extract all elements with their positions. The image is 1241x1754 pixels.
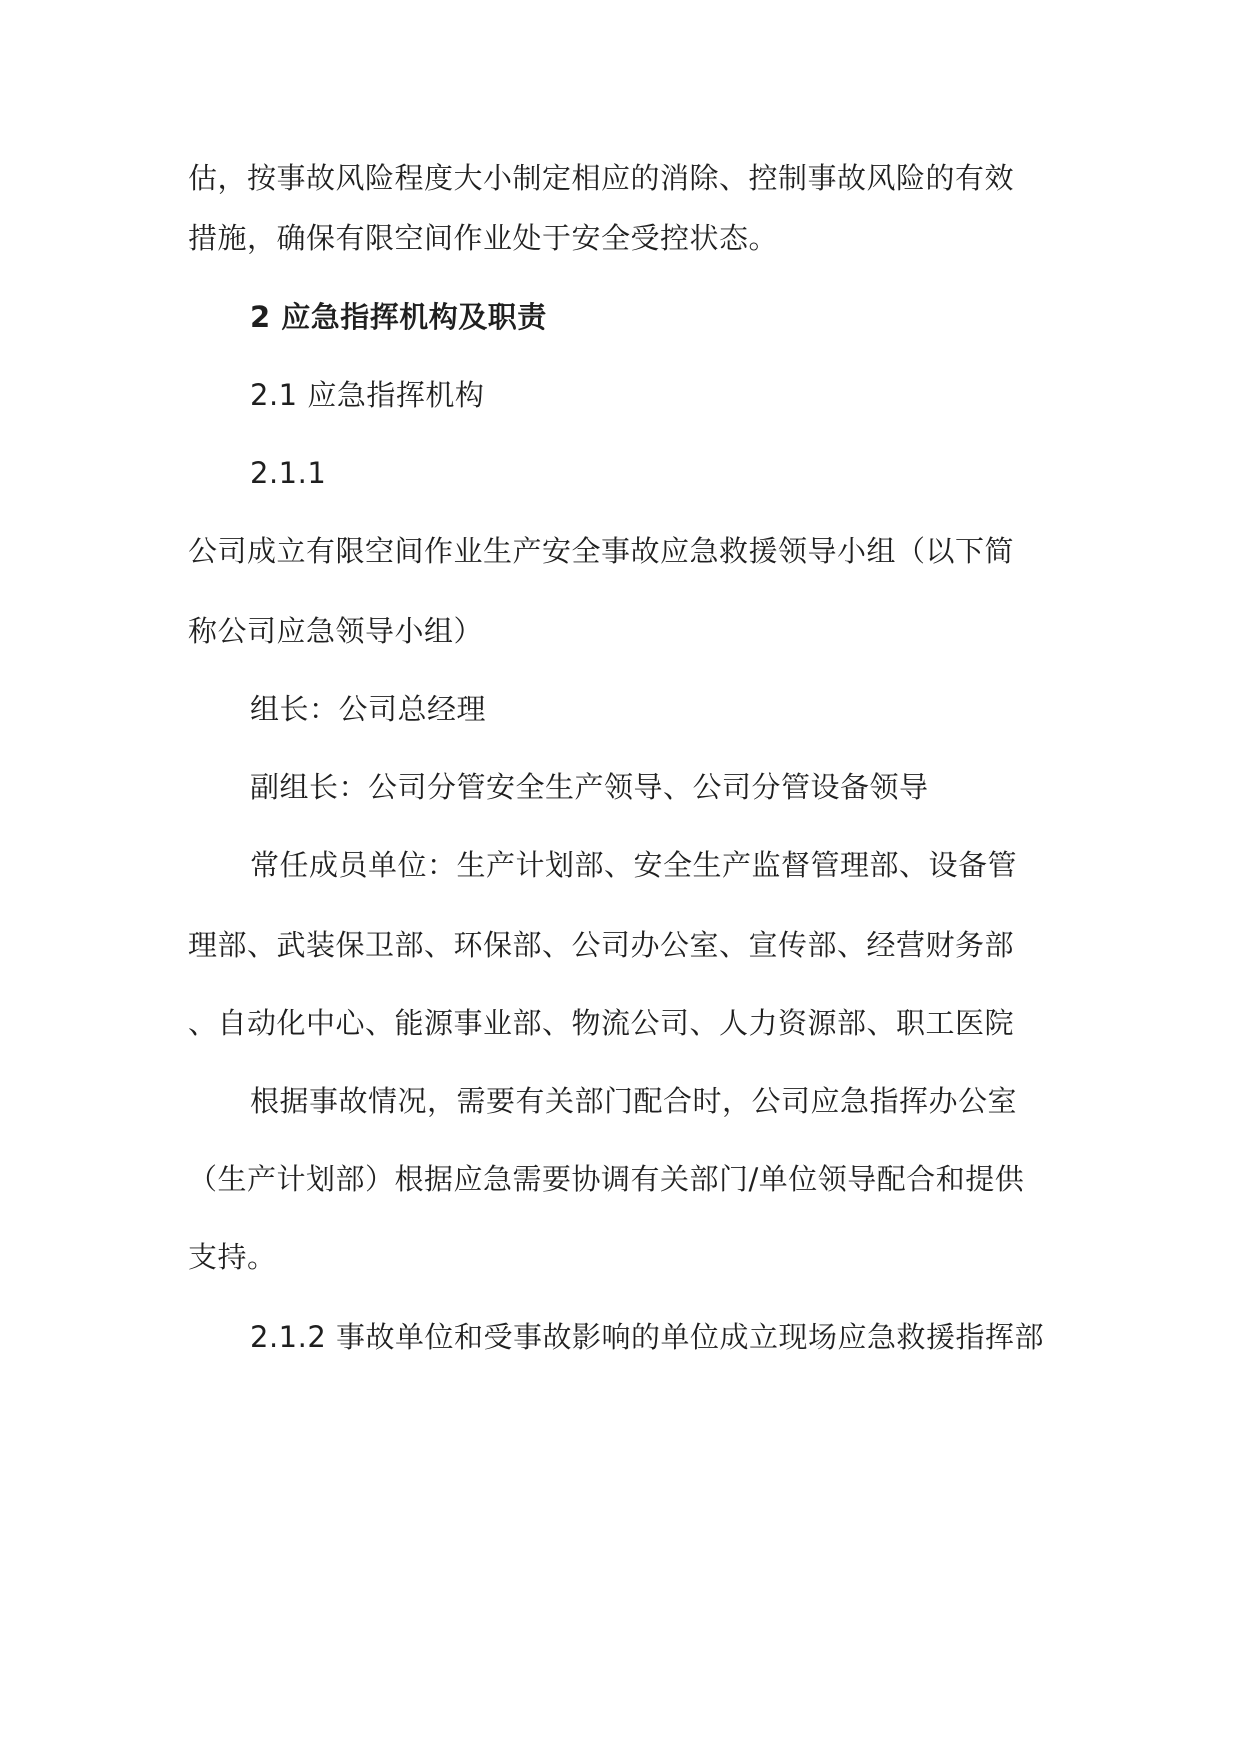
clause-2-1-2-line: 2.1.2 事故单位和受事故影响的单位成立现场应急救援指挥部 (250, 1320, 1045, 1354)
members-line-1: 常任成员单位：生产计划部、安全生产监督管理部、设备管 (250, 848, 1018, 882)
coordination-line-2: （生产计划部）根据应急需要协调有关部门/单位领导配合和提供 (188, 1162, 1025, 1196)
deputy-leader-line: 副组长：公司分管安全生产领导、公司分管设备领导 (250, 770, 929, 804)
coordination-line-1: 根据事故情况，需要有关部门配合时，公司应急指挥办公室 (250, 1084, 1018, 1118)
coordination-line-3: 支持。 (188, 1240, 277, 1274)
paragraph-line-3: 公司成立有限空间作业生产安全事故应急救援领导小组（以下简 (188, 534, 1015, 568)
section-heading-2: 2 应急指挥机构及职责 (250, 300, 547, 334)
paragraph-line-4: 称公司应急领导小组） (188, 614, 484, 648)
leader-line: 组长：公司总经理 (250, 692, 487, 726)
paragraph-line-2: 措施，确保有限空间作业处于安全受控状态。 (188, 221, 779, 255)
members-line-3: 、自动化中心、能源事业部、物流公司、人力资源部、职工医院 (188, 1006, 1015, 1040)
paragraph-line-1: 估，按事故风险程度大小制定相应的消除、控制事故风险的有效 (188, 161, 1015, 195)
clause-number-2-1-1: 2.1.1 (250, 456, 327, 490)
subsection-heading-2-1: 2.1 应急指挥机构 (250, 378, 485, 412)
members-line-2: 理部、武装保卫部、环保部、公司办公室、宣传部、经营财务部 (188, 928, 1015, 962)
